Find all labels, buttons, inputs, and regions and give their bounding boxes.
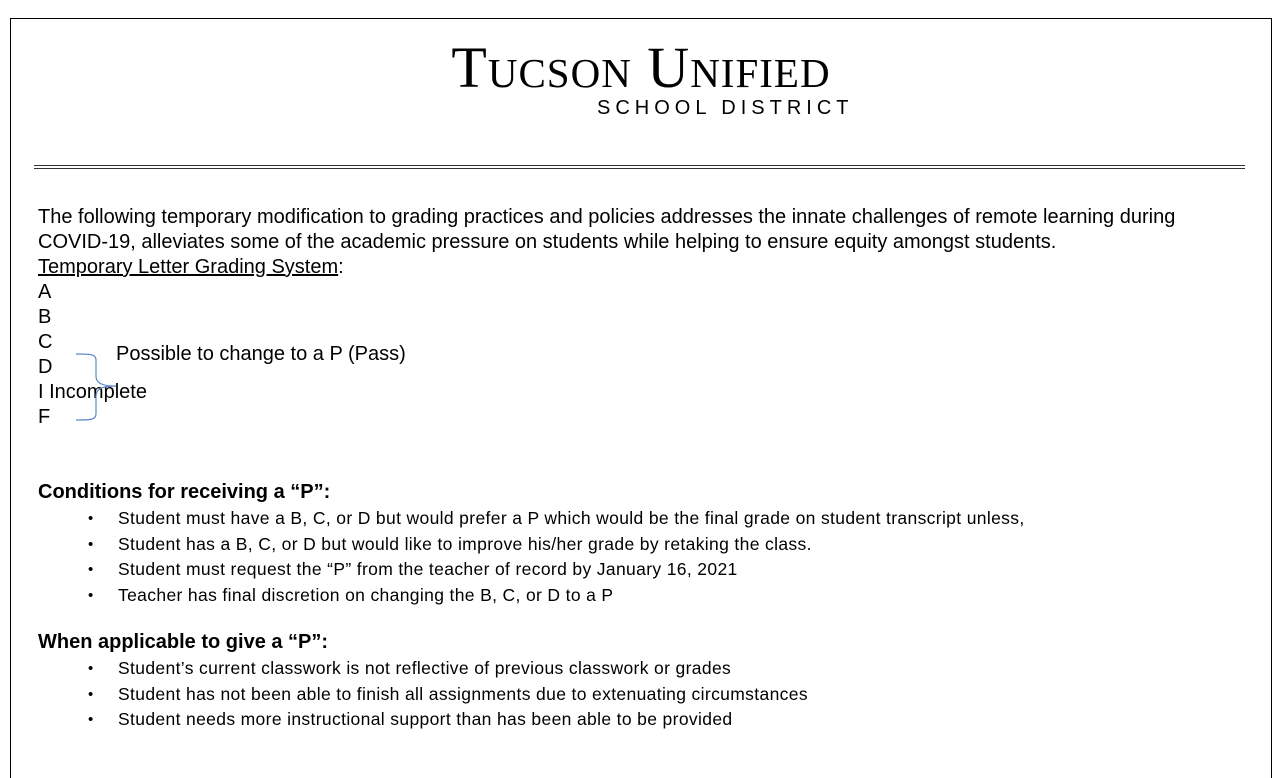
grade-item: A: [38, 281, 52, 303]
grading-heading: Temporary Letter Grading System: [38, 256, 339, 278]
grading-heading-line: [38, 255, 1248, 280]
conditions-heading: Conditions for receiving a “P”:: [38, 481, 331, 503]
list-item: [38, 583, 1248, 609]
list-item-text: Teacher has final discretion on changing the B, C, or D to a P: [118, 584, 614, 605]
bracket-label: Possible to change to a P (Pass): [116, 343, 406, 365]
bullet-icon: •: [88, 586, 94, 604]
applicable-list: [38, 656, 1248, 733]
bullet-icon: •: [88, 510, 94, 527]
bullet-icon: •: [88, 711, 94, 728]
list-item-text: Student must have a B, C, or D but would prefer a P which would be the final grade on student transcript unless,: [118, 508, 1025, 528]
grade-item: B: [38, 306, 52, 328]
list-item-text: Student needs more instructional support than has been able to be provided: [118, 709, 733, 729]
header-rule-top: [34, 165, 1245, 166]
list-item: [38, 682, 1248, 708]
bullet-icon: •: [88, 535, 94, 553]
list-item-text: Student has a B, C, or D but would like to improve his/her grade by retaking the class.: [118, 533, 812, 554]
applicable-section: [38, 630, 1248, 733]
bracket-path: [76, 354, 116, 420]
list-item: [38, 707, 1248, 733]
list-item: [38, 532, 1248, 558]
document-body: [38, 205, 1248, 430]
bullet-icon: •: [88, 685, 94, 703]
grade-item: D: [38, 356, 53, 378]
grade-item: I Incomplete: [38, 381, 147, 403]
bullet-icon: •: [88, 561, 94, 578]
document-page: [10, 18, 1272, 778]
list-item-text: Student must request the “P” from the teacher of record by January 16, 2021: [118, 559, 738, 579]
list-item: [38, 557, 1248, 583]
header-rule-bottom: [34, 168, 1245, 169]
list-item-text: Student’s current classwork is not reflective of previous classwork or grades: [118, 658, 732, 678]
grade-bracket: [76, 326, 116, 426]
grading-heading-colon: :: [338, 256, 344, 278]
intro-paragraph: The following temporary modification to grading practices and policies addresses the innate challenges of remote learning during COVID-19, alleviates some of the academic pressure on students while helping to ensure equity amongst students.: [38, 206, 1176, 253]
district-logo: [11, 35, 1271, 119]
logo-main-text: Tucson Unified: [451, 35, 831, 100]
list-item-text: Student has not been able to finish all assignments due to extenuating circumstances: [118, 683, 808, 704]
logo-sub-text: SCHOOL DISTRICT: [597, 97, 854, 119]
bullet-icon: •: [88, 660, 94, 677]
applicable-heading: When applicable to give a “P”:: [38, 631, 329, 653]
grade-item: F: [38, 406, 51, 428]
list-item: [38, 506, 1248, 532]
grade-item: C: [38, 331, 53, 353]
conditions-list: [38, 506, 1248, 608]
list-item: [38, 656, 1248, 682]
conditions-section: [38, 480, 1248, 608]
